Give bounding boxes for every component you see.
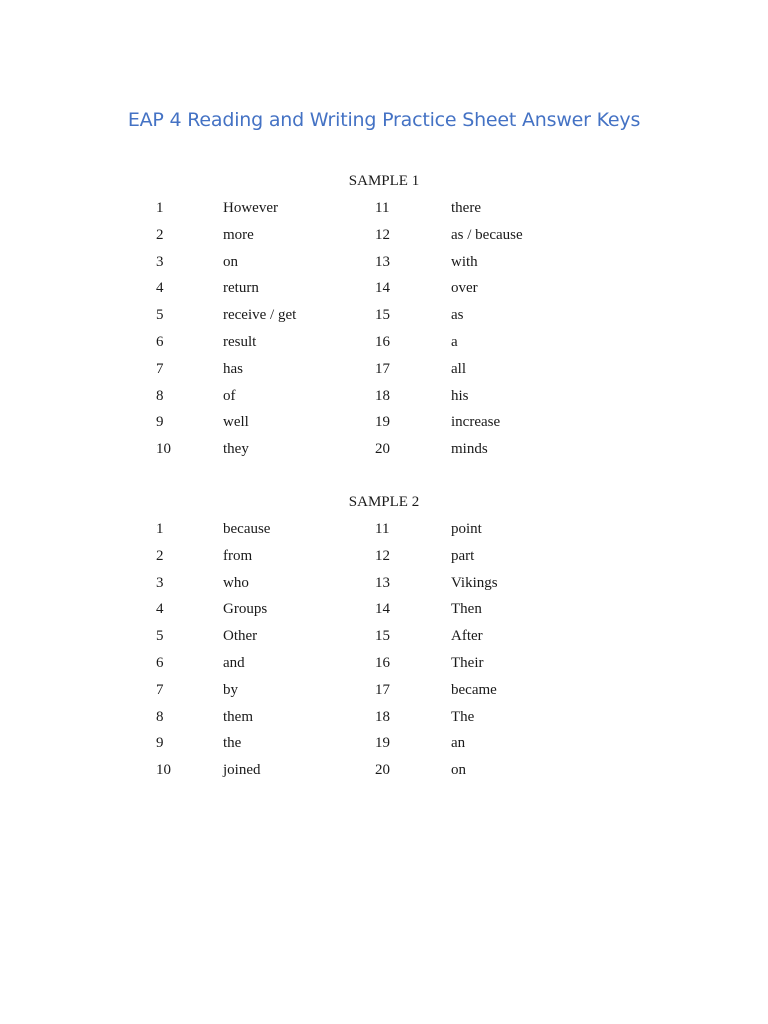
question-number: 13 — [375, 574, 390, 591]
question-number: 16 — [375, 655, 390, 671]
answer-text: because — [223, 521, 271, 537]
answer-row — [0, 601, 768, 628]
answer-row — [0, 307, 768, 334]
question-number: 1 — [156, 521, 164, 537]
answer-text: more — [223, 226, 254, 243]
question-number: 12 — [375, 226, 390, 243]
answer-text: there — [451, 200, 481, 216]
question-number: 9 — [156, 735, 164, 752]
answer-row — [0, 414, 768, 441]
answer-text: well — [223, 414, 249, 431]
answer-text: receive / get — [223, 307, 297, 324]
question-number: 10 — [156, 762, 171, 779]
sample-heading: SAMPLE 2 — [348, 494, 420, 510]
question-number: 11 — [375, 521, 390, 537]
answer-text: from — [223, 547, 253, 564]
question-number: 10 — [156, 441, 171, 458]
answer-text: they — [223, 441, 249, 458]
answer-text: Other — [223, 628, 258, 645]
answer-text: on — [223, 253, 238, 270]
sample-heading: SAMPLE 1 — [348, 173, 420, 189]
answer-text: result — [223, 334, 257, 350]
answer-row — [0, 575, 768, 602]
answer-text: Groups — [223, 601, 268, 618]
answer-text: However — [223, 200, 278, 216]
question-number: 8 — [156, 708, 164, 725]
answer-row — [0, 441, 768, 468]
question-number: 15 — [375, 628, 390, 645]
answer-text: has — [223, 360, 243, 377]
question-number: 19 — [375, 414, 390, 431]
question-number: 19 — [375, 735, 390, 752]
question-number: 5 — [156, 628, 164, 645]
question-number: 9 — [156, 414, 164, 431]
question-number: 4 — [156, 601, 164, 618]
answer-text: of — [223, 387, 236, 404]
answer-text: as / because — [451, 226, 523, 243]
question-number: 18 — [375, 387, 390, 404]
answer-text: The — [451, 708, 475, 725]
answer-row — [0, 200, 768, 227]
answer-row — [0, 682, 768, 709]
answer-text: by — [223, 681, 238, 698]
question-number: 17 — [375, 681, 390, 698]
answer-text: with — [451, 253, 478, 270]
answer-text: over — [451, 280, 478, 297]
answer-text: as — [451, 307, 464, 324]
answer-text: all — [451, 360, 466, 377]
question-number: 20 — [375, 762, 390, 779]
question-number: 14 — [375, 601, 390, 618]
answer-text: return — [223, 280, 259, 297]
answer-row — [0, 254, 768, 281]
question-number: 8 — [156, 387, 164, 404]
question-number: 12 — [375, 547, 390, 564]
answer-row — [0, 655, 768, 682]
answer-text: became — [451, 681, 497, 698]
answer-row — [0, 227, 768, 254]
question-number: 18 — [375, 708, 390, 725]
answer-text: on — [451, 762, 466, 779]
answer-text: them — [223, 708, 253, 725]
answer-row — [0, 361, 768, 388]
question-number: 1 — [156, 200, 164, 216]
question-number: 14 — [375, 280, 390, 297]
answer-text: a — [451, 334, 458, 350]
question-number: 15 — [375, 307, 390, 324]
answer-row — [0, 280, 768, 307]
question-number: 3 — [156, 574, 164, 591]
answer-text: minds — [451, 441, 488, 458]
question-number: 11 — [375, 200, 390, 216]
question-number: 7 — [156, 681, 164, 698]
answer-text: who — [223, 574, 249, 591]
answer-text: increase — [451, 414, 501, 431]
answer-row — [0, 628, 768, 655]
answer-text: point — [451, 521, 482, 537]
answer-row — [0, 709, 768, 736]
answer-row — [0, 521, 768, 548]
question-number: 13 — [375, 253, 390, 270]
answer-text: his — [451, 387, 469, 404]
answer-text: an — [451, 735, 466, 752]
answer-row — [0, 388, 768, 415]
answer-text: Vikings — [451, 574, 498, 591]
question-number: 7 — [156, 360, 164, 377]
answer-text: After — [451, 628, 483, 645]
answer-row — [0, 762, 768, 789]
question-number: 6 — [156, 334, 164, 350]
question-number: 6 — [156, 655, 164, 671]
answer-text: the — [223, 735, 242, 752]
answer-text: Then — [451, 601, 482, 618]
answer-row — [0, 334, 768, 361]
answer-text: Their — [451, 655, 484, 671]
question-number: 2 — [156, 547, 164, 564]
question-number: 16 — [375, 334, 390, 350]
question-number: 20 — [375, 441, 390, 458]
question-number: 4 — [156, 280, 164, 297]
answer-row — [0, 548, 768, 575]
answer-row — [0, 735, 768, 762]
answer-text: part — [451, 547, 475, 564]
question-number: 5 — [156, 307, 164, 324]
question-number: 2 — [156, 226, 164, 243]
answer-text: and — [223, 655, 245, 671]
question-number: 17 — [375, 360, 390, 377]
question-number: 3 — [156, 253, 164, 270]
page-title: EAP 4 Reading and Writing Practice Sheet Answer Keys — [127, 109, 641, 131]
answer-text: joined — [223, 762, 261, 779]
